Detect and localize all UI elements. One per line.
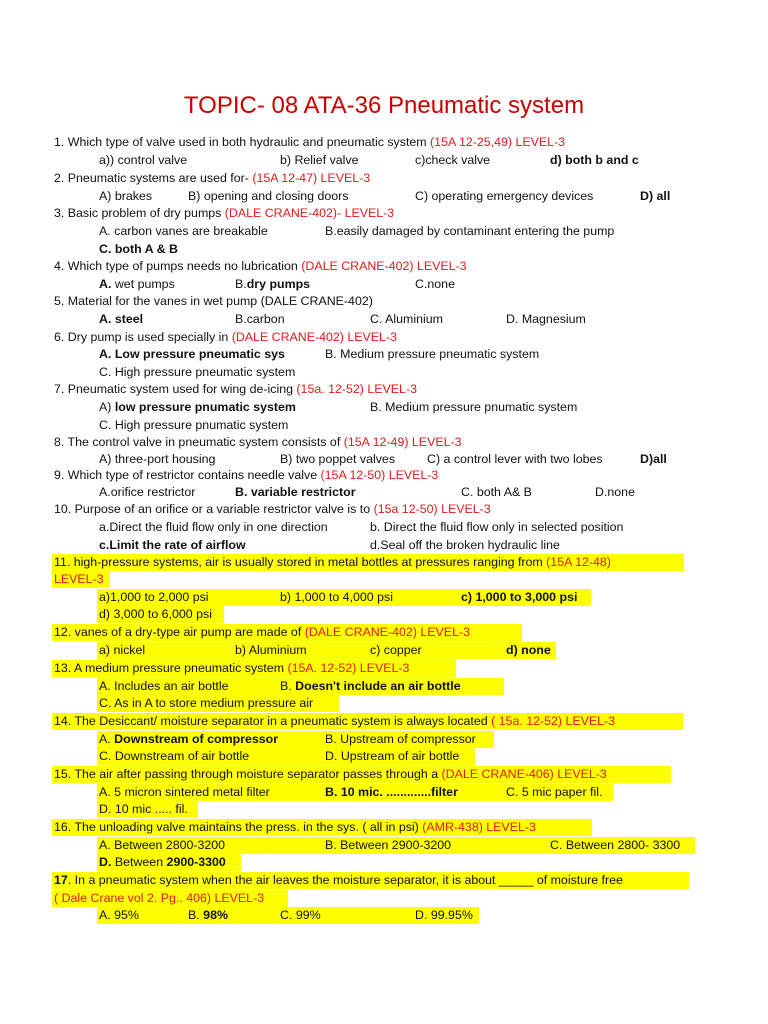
- question-3: 3. Basic problem of dry pumps (DALE CRANE-402)- LEVEL-3: [54, 206, 395, 220]
- highlight: [97, 642, 556, 659]
- option-3b: B.easily damaged by contaminant entering the pump: [325, 224, 615, 238]
- option-1d: d) both b and c: [550, 153, 639, 167]
- option-9b: B. variable restrictor: [235, 485, 356, 499]
- option-7a: A) low pressure pnumatic system: [99, 400, 296, 414]
- question-7: 7. Pneumatic system used for wing de-icing (15a. 12-52) LEVEL-3: [54, 382, 417, 396]
- option-4b: B.dry pumps: [235, 277, 311, 291]
- question-12: 12. vanes of a dry-type air pump are made of (DALE CRANE-402) LEVEL-3: [54, 625, 470, 639]
- question-6: 6. Dry pump is used specially in (DALE CRANE-402) LEVEL-3: [54, 330, 397, 344]
- option-1b: b) Relief valve: [280, 153, 359, 167]
- option-13a: A. Includes an air bottle: [99, 679, 229, 693]
- option-3c: C. both A & B: [99, 242, 178, 256]
- page-title: TOPIC- 08 ATA-36 Pneumatic system: [183, 92, 585, 119]
- option-9d: D.none: [595, 485, 635, 499]
- option-10b: b. Direct the fluid flow only in selected position: [370, 520, 624, 534]
- option-11a: a)1,000 to 2,000 psi: [99, 590, 209, 604]
- option-9c: C. both A& B: [461, 485, 532, 499]
- option-10c: c.Limit the rate of airflow: [99, 538, 246, 552]
- option-11c: c) 1,000 to 3,000 psi: [461, 590, 578, 604]
- question-5: 5. Material for the vanes in wet pump (DALE CRANE-402): [54, 294, 373, 308]
- option-2c: C) operating emergency devices: [415, 189, 594, 203]
- option-17c: C. 99%: [280, 908, 321, 922]
- question-1: 1. Which type of valve used in both hydraulic and pneumatic system (15A 12-25,49) LEVEL-3: [54, 135, 566, 149]
- option-12c: c) copper: [370, 643, 422, 657]
- question-9: 9. Which type of restrictor contains needle valve (15A 12-50) LEVEL-3: [54, 468, 439, 482]
- option-15d: D. 10 mic ..... fil.: [99, 802, 188, 816]
- option-12d: d) none: [506, 643, 551, 657]
- option-13b: B. Doesn't include an air bottle: [280, 679, 461, 693]
- question-11-level: LEVEL-3: [54, 572, 104, 586]
- option-15b: B. 10 mic. .............filter: [325, 785, 458, 799]
- option-2b: B) opening and closing doors: [188, 189, 349, 203]
- question-11: 11. high-pressure systems, air is usually stored in metal bottles at pressures ranging from (15A 12-48): [54, 555, 611, 569]
- option-5c: C. Aluminium: [370, 312, 443, 326]
- option-10a: a.Direct the fluid flow only in one direction: [99, 520, 328, 534]
- option-14d: D. Upstream of air bottle: [325, 749, 460, 763]
- question-2: 2. Pneumatic systems are used for- (15A 12-47) LEVEL-3: [54, 171, 371, 185]
- option-14c: C. Downstream of air bottle: [99, 749, 250, 763]
- option-13c: C. As in A to store medium pressure air: [99, 696, 314, 710]
- option-12b: b) Aluminium: [235, 643, 307, 657]
- option-9a: A.orifice restrictor: [99, 485, 196, 499]
- option-8d: D)all: [640, 452, 667, 466]
- question-4: 4. Which type of pumps needs no lubrication (DALE CRANE-402) LEVEL-3: [54, 259, 467, 273]
- option-15a: A. 5 micron sintered metal filter: [99, 785, 270, 799]
- option-8c: C) a control lever with two lobes: [427, 452, 603, 466]
- question-8: 8. The control valve in pneumatic system consists of (15A 12-49) LEVEL-3: [54, 435, 462, 449]
- option-6c: C. High pressure pneumatic system: [99, 365, 296, 379]
- option-11b: b) 1,000 to 4,000 psi: [280, 590, 393, 604]
- question-17-ref: ( Dale Crane vol 2. Pg.. 406) LEVEL-3: [54, 891, 265, 905]
- option-16c: C. Between 2800- 3300: [550, 838, 681, 852]
- option-12a: a) nickel: [99, 643, 146, 657]
- option-2a: A) brakes: [99, 189, 153, 203]
- question-17: 17. In a pneumatic system when the air leaves the moisture separator, it is about _____ of moisture free: [54, 873, 623, 887]
- option-11d: d) 3,000 to 6,000 psi: [99, 607, 212, 621]
- option-14a: A. Downstream of compressor: [99, 732, 279, 746]
- option-6b: B. Medium pressure pneumatic system: [325, 347, 540, 361]
- question-15: 15. The air after passing through moisture separator passes through a (DALE CRANE-406) LEVEL-3: [54, 767, 607, 781]
- option-16a: A. Between 2800-3200: [99, 838, 226, 852]
- option-15c: C. 5 mic paper fil.: [506, 785, 603, 799]
- question-10: 10. Purpose of an orifice or a variable restrictor valve is to (15a 12-50) LEVEL-3: [54, 502, 491, 516]
- option-8b: B) two poppet valves: [280, 452, 396, 466]
- option-16d: D. Between 2900-3300: [99, 855, 226, 869]
- option-2d: D) all: [640, 189, 671, 203]
- option-7c: C. High pressure pnumatic system: [99, 418, 289, 432]
- question-14: 14. The Desiccant/ moisture separator in a pneumatic system is always located ( 15a. 12-52) LEVEL-3: [54, 714, 616, 728]
- option-3a: A. carbon vanes are breakable: [99, 224, 268, 238]
- option-10d: d.Seal off the broken hydraulic line: [370, 538, 560, 552]
- option-5a: A. steel: [99, 312, 144, 326]
- option-5d: D. Magnesium: [506, 312, 586, 326]
- option-6a: A. Low pressure pneumatic sys: [99, 347, 285, 361]
- option-5b: B.carbon: [235, 312, 285, 326]
- option-4c: C.none: [415, 277, 455, 291]
- option-1a: a)) control valve: [99, 153, 188, 167]
- question-13: 13. A medium pressure pneumatic system (15A. 12-52) LEVEL-3: [54, 661, 410, 675]
- option-7b: B. Medium pressure pnumatic system: [370, 400, 578, 414]
- option-16b: B. Between 2900-3200: [325, 838, 452, 852]
- option-8a: A) three-port housing: [99, 452, 216, 466]
- option-17b: B. 98%: [188, 908, 228, 922]
- option-14b: B. Upstream of compressor: [325, 732, 476, 746]
- option-17a: A. 95%: [99, 908, 139, 922]
- question-16: 16. The unloading valve maintains the press. in the sys. ( all in psi) (AMR-438) LEVEL-3: [54, 820, 536, 834]
- option-4a: A. wet pumps: [99, 277, 175, 291]
- option-17d: D. 99.95%: [415, 908, 473, 922]
- option-1c: c)check valve: [415, 153, 491, 167]
